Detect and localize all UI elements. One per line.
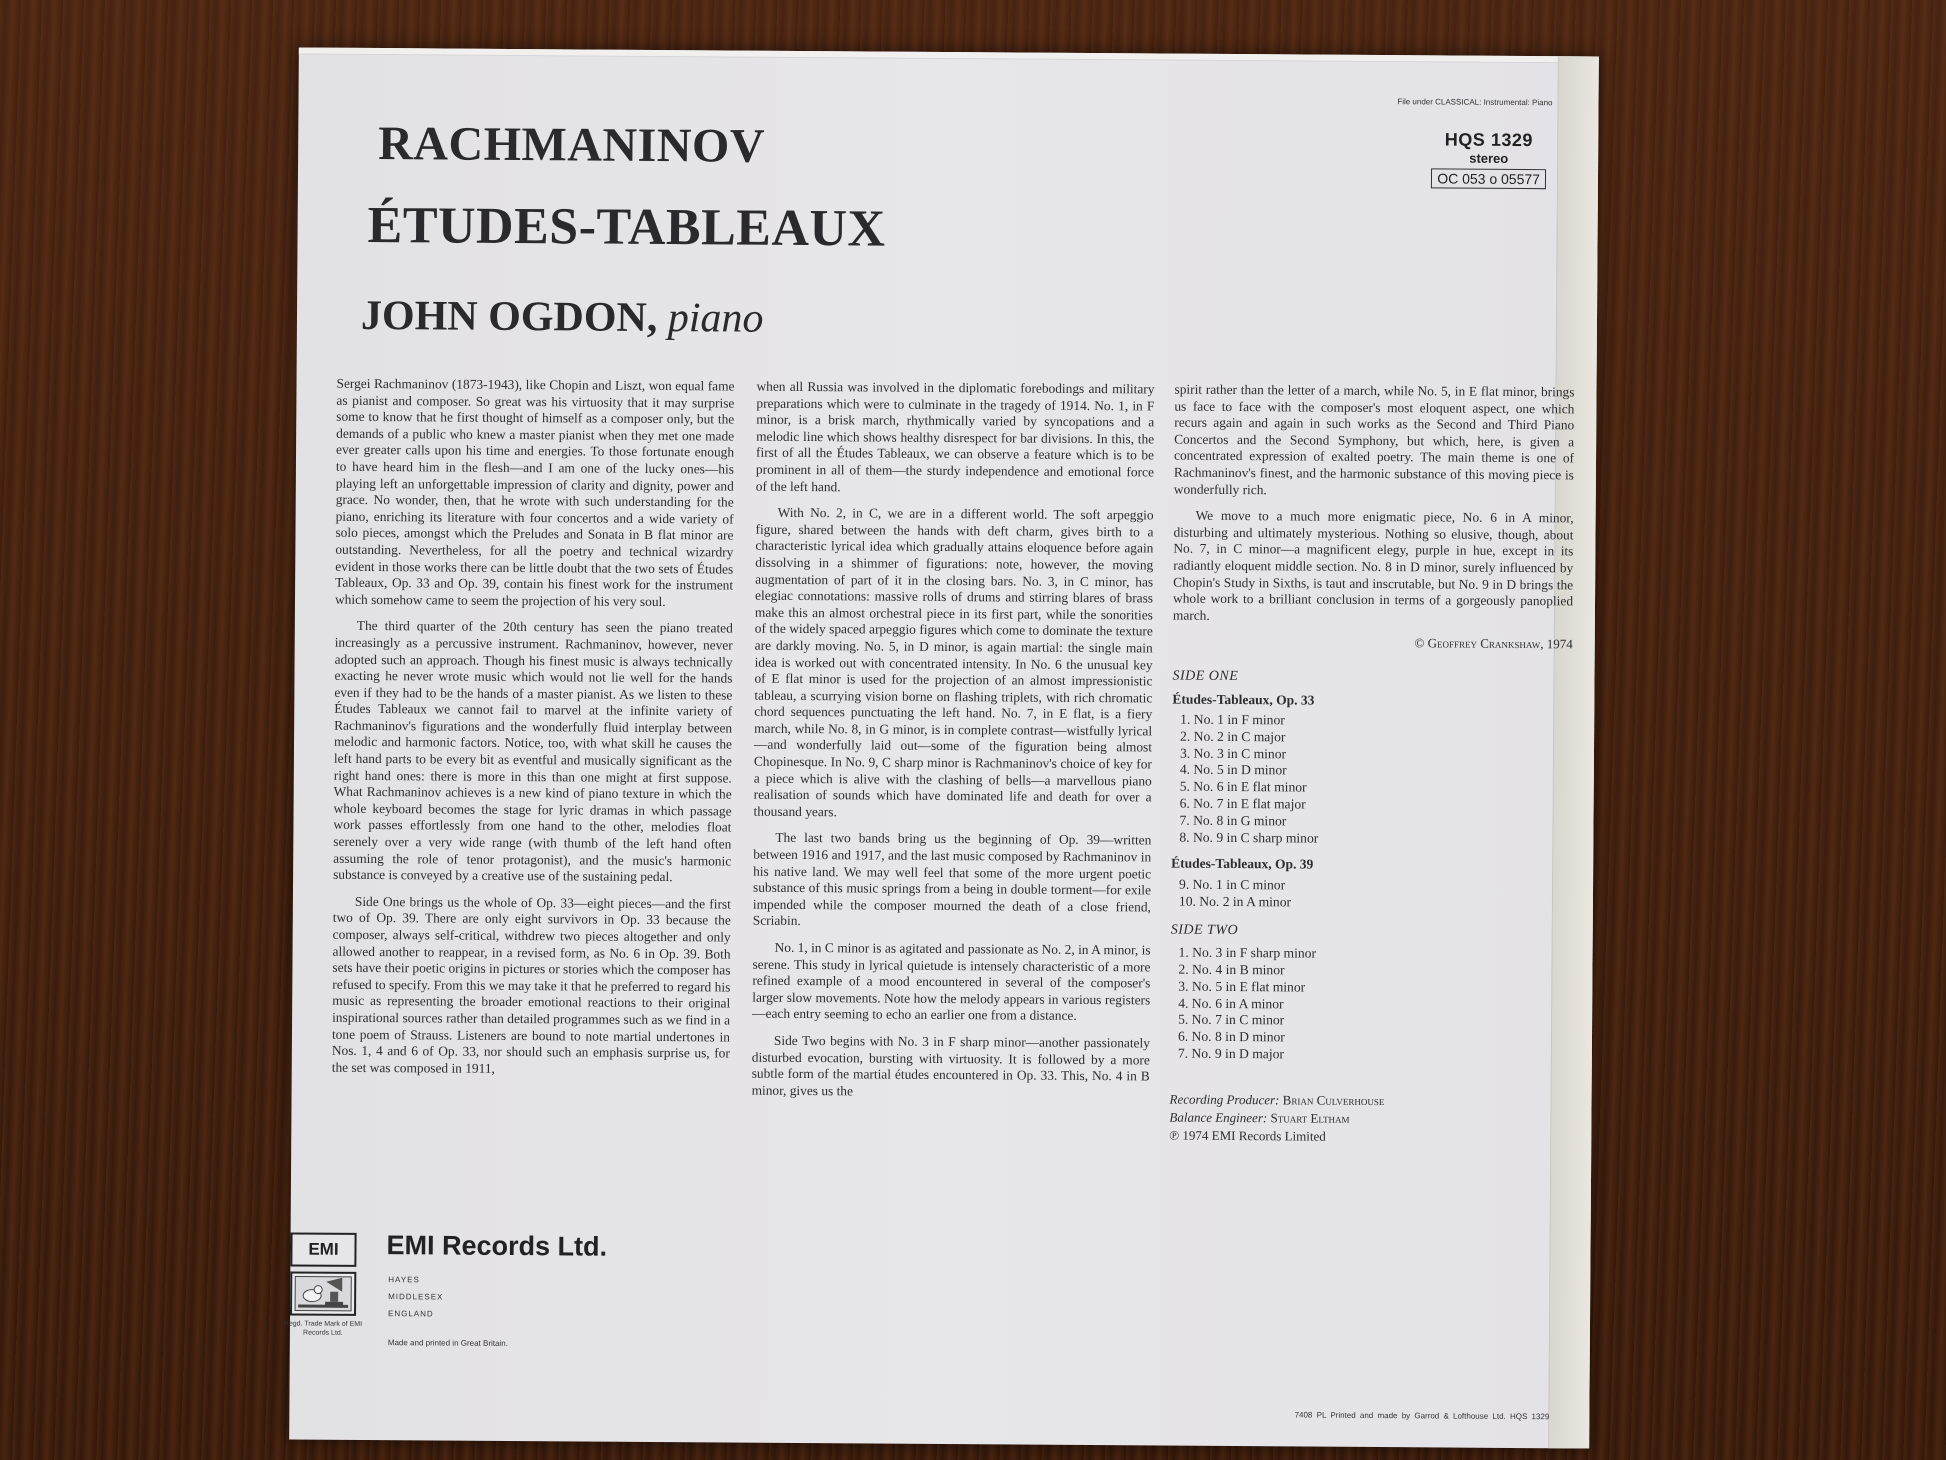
op39-track-list	[1171, 877, 1571, 913]
notes-paragraph: No. 1, in C minor is as agitated and passionate as No. 2, in A minor, is serene. This study in lyrical quietude is intensely characteristic of a more refined example of a mood encountered in several of the composer's larger slow movements. Note how the melody appears in various registers—each entry seeming to echo an earlier one from a distance.	[752, 939, 1151, 1024]
gramophone-dog-icon	[292, 1273, 354, 1313]
notes-paragraph: Sergei Rachmaninov (1873-1943), like Chopin and Liszt, won equal fame as pianist and composer. So great was his virtuosity that it may surprise some to know that he first thought of himself as a composer only, but the demands of a public who knew a master pianist when they met one made ever greater calls upon his time and energies. To those fortunate enough to have heard him in the flesh—and I am one of the lucky ones—his playing left an unforgettable impression of clarity and dignity, power and grace. No wonder, then, that he wrote with such understanding for the piano, enriching its literature with four concertos and a wide variety of solo pieces, amongst which the Preludes and Sonata in B flat minor are outstanding. Nevertheless, for all the poetry and technical wizardry evident in those works there can be little doubt that the two sets of Études Tableaux, Op. 33 and Op. 39, contain his finest work for the instrument which somehow came to seem the projection of his very soul.	[334, 375, 735, 609]
notes-credit: © Geoffrey Crankshaw, 1974	[1414, 635, 1573, 652]
notes-paragraph: Side Two begins with No. 3 in F sharp minor—another passionately disturbed evocation, bursting with virtuosity. It is followed by a more subtle form of the martial études encountered in Op. 33. This, No. 4 in B minor, gives us the	[751, 1032, 1150, 1099]
track-item: 4. No. 6 in A minor	[1178, 995, 1284, 1012]
track-item: 8. No. 9 in C sharp minor	[1179, 829, 1319, 846]
emi-logo	[290, 1232, 356, 1266]
emi-logo-text: EMI	[308, 1239, 339, 1259]
track-item: 1. No. 1 in F minor	[1180, 711, 1285, 728]
composer-title: RACHMANINOV	[378, 117, 766, 173]
side-two-heading: SIDE TWO	[1170, 922, 1239, 938]
work-title: ÉTUDES-TABLEAUX	[367, 196, 886, 258]
sleeve-top-edge	[299, 47, 1599, 63]
notes-paragraph: With No. 2, in C, we are in a different world. The soft arpeggio figure, shared between the hands with deft charm, gives birth to a characteristic lyrical idea which gradually attains eloquence before again dissolving in a shimmer of figurations: note, however, the moving augmentation of part of it in the closing bars. No. 3, in C minor, has elegiac connotations: massive rolls of drums and stirring blares of brass make this an almost orchestral piece in its first part, while the sonorities of the widely spaced arpeggio figures which come to dominate the texture are darkly moving. No. 5, in D minor, is again martial: the single main idea is worked out with concentrated intensity. In No. 6 the unusual key of E flat minor is used for the projection of an almost impressionistic tableau, a scurrying vision borne on flashing triplets, with rich chromatic chord sequences punctuating the left hand. No. 7, in E flat, is a fiery march, while No. 8, in G minor, is in complete contrast—wistfully lyrical—and wonderfully laid out—some of the figuration being almost Chopinesque. In No. 9, C sharp minor is Rachmaninov's choice of key for a piece which is alive with the clashing of bells—a marvellous piano realisation of sounds which have dominated life and death for over a thousand years.	[753, 504, 1154, 820]
address-line: MIDDLESEX	[388, 1292, 444, 1302]
producer-label: Recording Producer:	[1169, 1091, 1280, 1108]
performer-line	[361, 292, 764, 343]
company-address	[388, 1271, 444, 1322]
track-item: 4. No. 5 in D minor	[1179, 762, 1287, 778]
track-item: 3. No. 3 in C minor	[1179, 745, 1287, 762]
track-item: 1. No. 3 in F sharp minor	[1178, 944, 1317, 961]
address-line: HAYES	[388, 1275, 420, 1285]
copyright-line: ℗ 1974 EMI Records Limited	[1169, 1127, 1326, 1144]
track-item: 7. No. 9 in D major	[1177, 1045, 1285, 1062]
notes-paragraph: when all Russia was involved in the diplomatic forebodings and military preparations which were to culminate in the tragedy of 1914. No. 1, in F minor, is a brisk march, rhythmically varied by syncopations and a melodic line which shows healthy disrespect for bar divisions. In this, the first of all the Études Tableaux, we can observe a feature which is to be prominent in all of them—the sturdy independence and emotional force of the left hand.	[755, 378, 1155, 494]
file-under-label: File under CLASSICAL: Instrumental: Piano	[1397, 97, 1553, 108]
track-item: 2. No. 4 in B minor	[1178, 961, 1285, 978]
engineer-name: Stuart Eltham	[1270, 1110, 1350, 1126]
his-masters-voice-logo	[290, 1271, 356, 1315]
op33-heading: Études-Tableaux, Op. 33	[1172, 691, 1315, 708]
track-item: 6. No. 8 in D minor	[1177, 1028, 1285, 1045]
catalog-block	[1431, 129, 1546, 189]
track-item: 10. No. 2 in A minor	[1178, 893, 1292, 910]
catalog-code: OC 053 o 05577	[1431, 168, 1546, 189]
made-in-note: Made and printed in Great Britain.	[387, 1338, 508, 1348]
notes-column-3	[1169, 382, 1574, 1148]
op39-heading: Études-Tableaux, Op. 39	[1171, 856, 1314, 873]
performer-name: JOHN OGDON,	[360, 292, 658, 341]
notes-paragraph: spirit rather than the letter of a march, while No. 5, in E flat minor, brings us face to face with the composer's most eloquent aspect, one which recurs again and again in such works as the Second and Third Piano Concertos and the Second Symphony, but which, here, is given a concentrated expression of exalted poetry. The main theme is one of Rachmaninov's finest, and the harmonic substance of this moving piece is wonderfully rich.	[1173, 381, 1575, 497]
track-item: 9. No. 1 in C minor	[1179, 876, 1286, 893]
stereo-label: stereo	[1469, 150, 1509, 166]
notes-paragraph: We move to a much more enigmatic piece, No. 6 in A minor, disturbing and ultimately mysterious. Nothing so elusive, though, about No. 7, in C minor—a magnificent elegy, purple in hue, except in its radiantly eloquent middle section. No. 8 in D minor, surely influenced by Chopin's Study in Sixths, is taut and inscrutable, but No. 9 in D brings the whole work to a brilliant conclusion in terms of a gorgeously panoplied march.	[1172, 507, 1574, 623]
track-item: 7. No. 8 in G minor	[1179, 812, 1287, 829]
track-item: 3. No. 5 in E flat minor	[1178, 978, 1306, 995]
producer-name: Brian Culverhouse	[1282, 1092, 1385, 1108]
notes-column-2	[751, 379, 1154, 1112]
record-sleeve-back	[283, 47, 1599, 1448]
printer-line: 7408 PL Printed and made by Garrod & Lofthouse Ltd. HQS 1329	[1294, 1410, 1550, 1422]
notes-paragraph: Side One brings us the whole of Op. 33—eight pieces—and the first two of Op. 39. There are only eight survivors in Op. 33 because the composer, always self-critical, withdrew two pieces altogether and only allowed another to reappear, in a revised form, as No. 6 in Op. 39. Both sets have their poetic origins in pictures or stories which the composer has refused to specify. From this we may take it that he preferred to regard his music as representing the broader emotional reactions to their original inspirational sources rather than detailed programmes such as we find in a tone poem of Strauss. Listeners are bound to note martial undertones in Nos. 1, 4 and 6 of Op. 33, nor should such an emphasis surprise us, for the set was composed in 1911,	[331, 893, 731, 1076]
side-two-track-list	[1170, 945, 1571, 1065]
track-item: 2. No. 2 in C major	[1180, 728, 1286, 745]
notes-paragraph: The third quarter of the 20th century has seen the piano treated increasingly as a percussive instrument. Rachmaninov, however, never adopted such an approach. Though his finest music is always technically exacting he never wrote music which would not lie well for the hands even if they had to be the hands of a master pianist. As we listen to these Études Tableaux we cannot fail to marvel at the infinite variety of Rachmaninov's figurations and the wonderfully fluid interplay between melodic and harmonic factors. Notice, too, with what skill he causes the left hand parts to be every bit as eventful and musically significant as the right hand ones: there is more in this than one might at first suppose. What Rachmaninov achieves is a new kind of piano texture in which the whole keyboard becomes the stage for lyric dramas in which passage work passes effortlessly from one hand to the other, melodies float serenely over a very wide range (with thumb of the left hand often assuming the role of tenor protagonist), and the music's harmonic substance is conveyed by a creative use of the sustaining pedal.	[333, 618, 733, 885]
track-item: 5. No. 6 in E flat minor	[1179, 778, 1307, 795]
notes-paragraph: The last two bands bring us the beginning of Op. 39—written between 1916 and 1917, and the last music composed by Rachmaninov in his native land. We may well feel that some of the more urgent poetic substance of this music springs from a being in double torment—for exile impended while the composer mourned the death of a close friend, Scriabin.	[752, 830, 1152, 929]
catalog-number: HQS 1329	[1444, 129, 1533, 151]
performer-role: piano	[667, 295, 764, 342]
track-item: 5. No. 7 in C minor	[1178, 1012, 1285, 1028]
track-item: 6. No. 7 in E flat major	[1179, 795, 1306, 812]
side-one-heading: SIDE ONE	[1172, 668, 1239, 684]
company-name: EMI Records Ltd.	[386, 1230, 608, 1262]
production-credits	[1169, 1090, 1569, 1147]
notes-column-1	[332, 376, 735, 1089]
trademark-note: Regd. Trade Mark of EMI Records Ltd.	[283, 1320, 363, 1337]
engineer-label: Balance Engineer:	[1169, 1109, 1268, 1126]
address-line: ENGLAND	[388, 1309, 434, 1319]
op33-track-list	[1171, 712, 1572, 849]
